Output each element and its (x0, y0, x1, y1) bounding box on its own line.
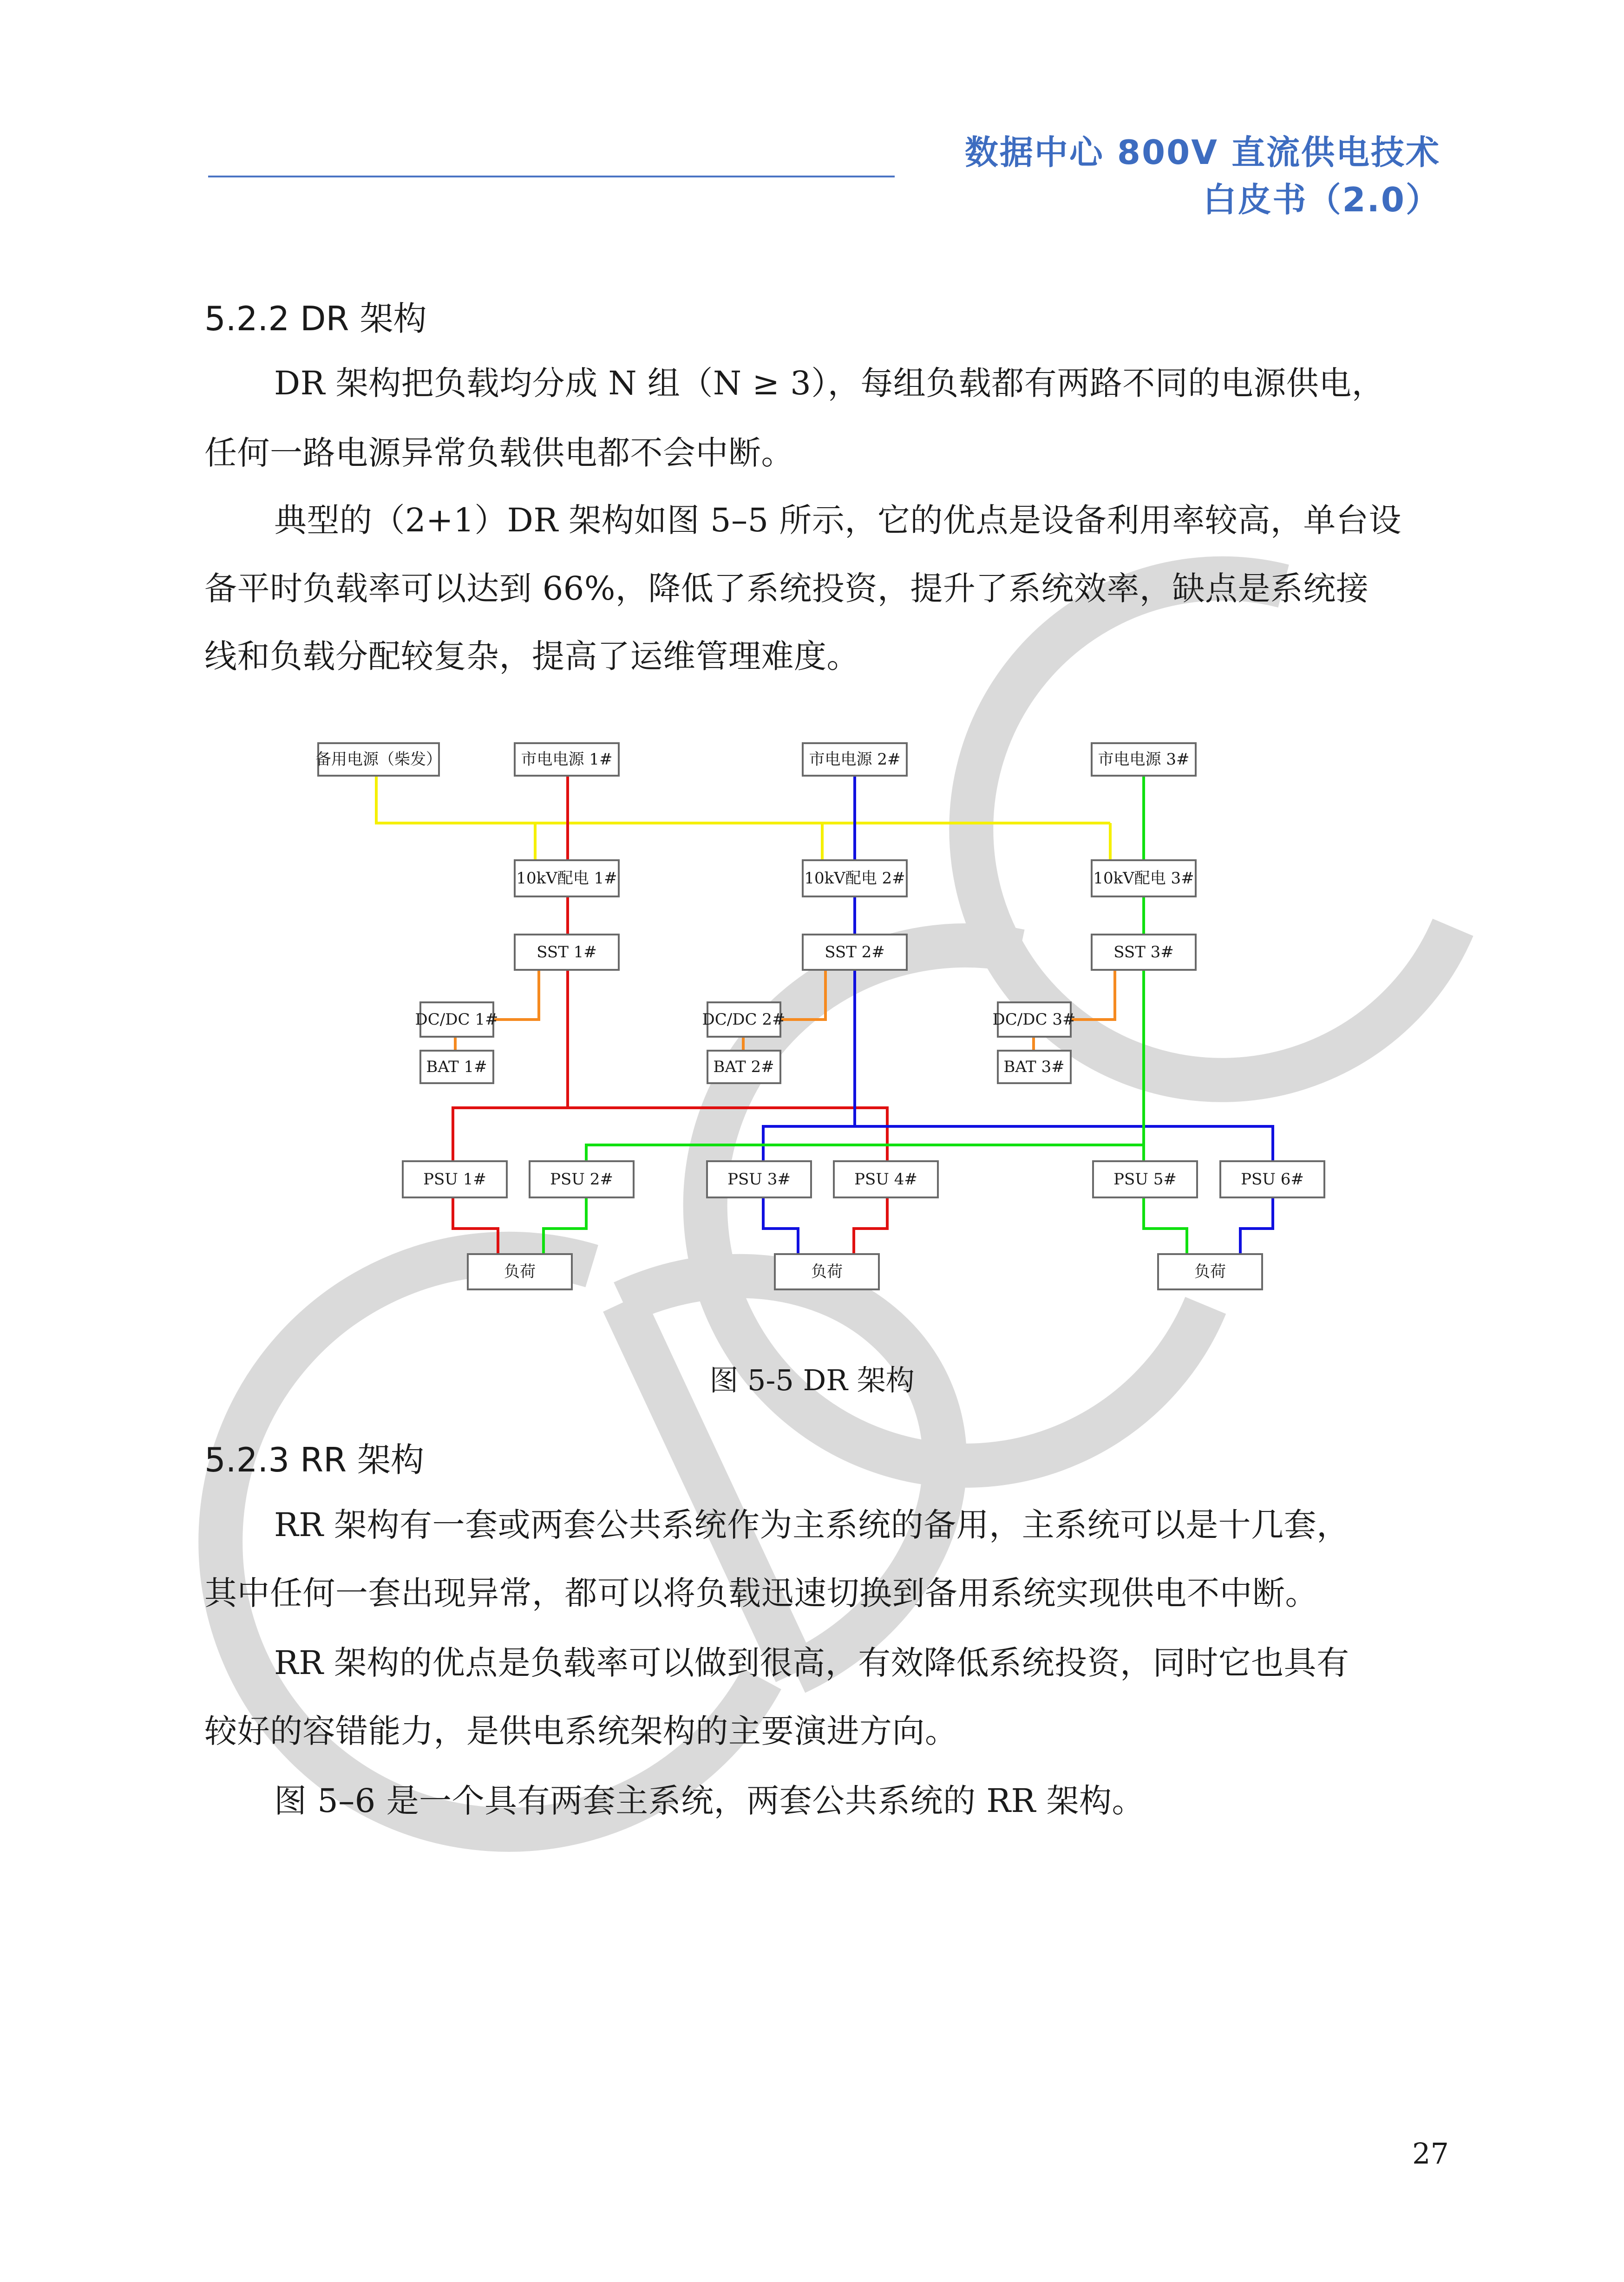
node-label: 10kV配电 3# (1093, 869, 1194, 888)
wire-sys3 (586, 1145, 1144, 1161)
wire-sys1 (854, 1197, 887, 1254)
node-label: BAT 3# (1003, 1058, 1065, 1076)
node-load-1 (468, 1254, 572, 1289)
figure-caption: 图 5-5 DR 架构 (709, 1363, 915, 1397)
node-grid-3 (1092, 743, 1196, 776)
node-bat-3 (998, 1051, 1071, 1083)
node-psu-1 (403, 1161, 507, 1197)
paragraph-line: 线和负载分配较复杂，提高了运维管理难度。 (204, 637, 859, 675)
node-label: DC/DC 2# (702, 1010, 786, 1029)
wire-sys2 (763, 1197, 798, 1254)
node-backup-power (315, 743, 442, 776)
node-load-2 (775, 1254, 879, 1289)
header-title-line1: 数据中心 800V 直流供电技术 (964, 133, 1441, 172)
wire-sys1 (453, 1108, 887, 1161)
node-bat-2 (707, 1051, 780, 1083)
node-label: 备用电源（柴发） (315, 750, 442, 769)
paragraph-line: RR 架构的优点是负载率可以做到很高，有效降低系统投资，同时它也具有 (274, 1644, 1349, 1682)
node-label: 负荷 (504, 1262, 536, 1281)
node-bat-1 (420, 1051, 493, 1083)
node-dist-3 (1092, 860, 1196, 896)
node-psu-2 (530, 1161, 634, 1197)
wire-sys3 (1144, 1197, 1187, 1254)
paragraph-line: 任何一路电源异常负载供电都不会中断。 (204, 434, 794, 472)
node-label: 10kV配电 1# (516, 869, 617, 888)
node-dcdc-2 (702, 1002, 786, 1037)
node-label: SST 3# (1113, 943, 1174, 961)
node-label: DC/DC 3# (992, 1010, 1076, 1029)
section-heading-dr: 5.2.2 DR 架构 (204, 299, 427, 338)
node-sst-1 (515, 935, 619, 970)
node-label: 市电电源 2# (809, 750, 901, 769)
node-grid-1 (515, 743, 619, 776)
node-label: SST 1# (537, 943, 597, 961)
node-psu-3 (707, 1161, 811, 1197)
wire-sys2 (1240, 1197, 1273, 1254)
node-label: 负荷 (811, 1262, 843, 1281)
node-sst-3 (1092, 935, 1196, 970)
paragraph-line: 备平时负载率可以达到 66%，降低了系统投资，提升了系统效率，缺点是系统接 (204, 569, 1369, 608)
node-label: BAT 2# (713, 1058, 774, 1076)
node-dcdc-1 (415, 1002, 498, 1037)
node-psu-4 (834, 1161, 938, 1197)
node-label: PSU 2# (550, 1170, 613, 1189)
node-label: 负荷 (1194, 1262, 1226, 1281)
node-psu-6 (1220, 1161, 1324, 1197)
node-label: PSU 3# (727, 1170, 791, 1189)
paragraph-line: 典型的（2+1）DR 架构如图 5–5 所示，它的优点是设备利用率较高，单台设 (274, 501, 1401, 539)
node-dist-2 (803, 860, 907, 896)
node-label: SST 2# (825, 943, 885, 961)
node-dcdc-3 (993, 1002, 1076, 1037)
paragraph-line: 较好的容错能力，是供电系统架构的主要演进方向。 (204, 1712, 958, 1750)
page-number: 27 (1412, 2137, 1449, 2171)
node-label: 市电电源 1# (521, 750, 613, 769)
header-title-line2: 白皮书（2.0） (1203, 180, 1441, 219)
wire-sys3 (544, 1197, 586, 1254)
node-label: DC/DC 1# (415, 1010, 498, 1029)
node-label: 10kV配电 2# (804, 869, 905, 888)
node-label: BAT 1# (426, 1058, 487, 1076)
paragraph-line: 图 5–6 是一个具有两套主系统，两套公共系统的 RR 架构。 (274, 1782, 1145, 1820)
node-label: PSU 1# (423, 1170, 486, 1189)
wire-sys1 (453, 1197, 498, 1254)
paragraph-line: DR 架构把负载均分成 N 组（N ≥ 3），每组负载都有两路不同的电源供电， (274, 364, 1385, 402)
wire-battery (780, 970, 825, 1020)
node-dist-1 (515, 860, 619, 896)
wire-battery (493, 970, 539, 1020)
paragraph-line: RR 架构有一套或两套公共系统作为主系统的备用，主系统可以是十几套， (274, 1506, 1349, 1544)
node-psu-5 (1093, 1161, 1197, 1197)
node-label: 市电电源 3# (1098, 750, 1190, 769)
node-label: PSU 6# (1241, 1170, 1304, 1189)
node-grid-2 (803, 743, 907, 776)
node-load-3 (1158, 1254, 1262, 1289)
node-label: PSU 4# (854, 1170, 917, 1189)
node-label: PSU 5# (1113, 1170, 1177, 1189)
wire-backup (376, 776, 1110, 823)
node-sst-2 (803, 935, 907, 970)
section-heading-rr: 5.2.3 RR 架构 (204, 1440, 425, 1479)
wire-battery (1071, 970, 1115, 1020)
paragraph-line: 其中任何一套出现异常，都可以将负载迅速切换到备用系统实现供电不中断。 (204, 1574, 1318, 1612)
